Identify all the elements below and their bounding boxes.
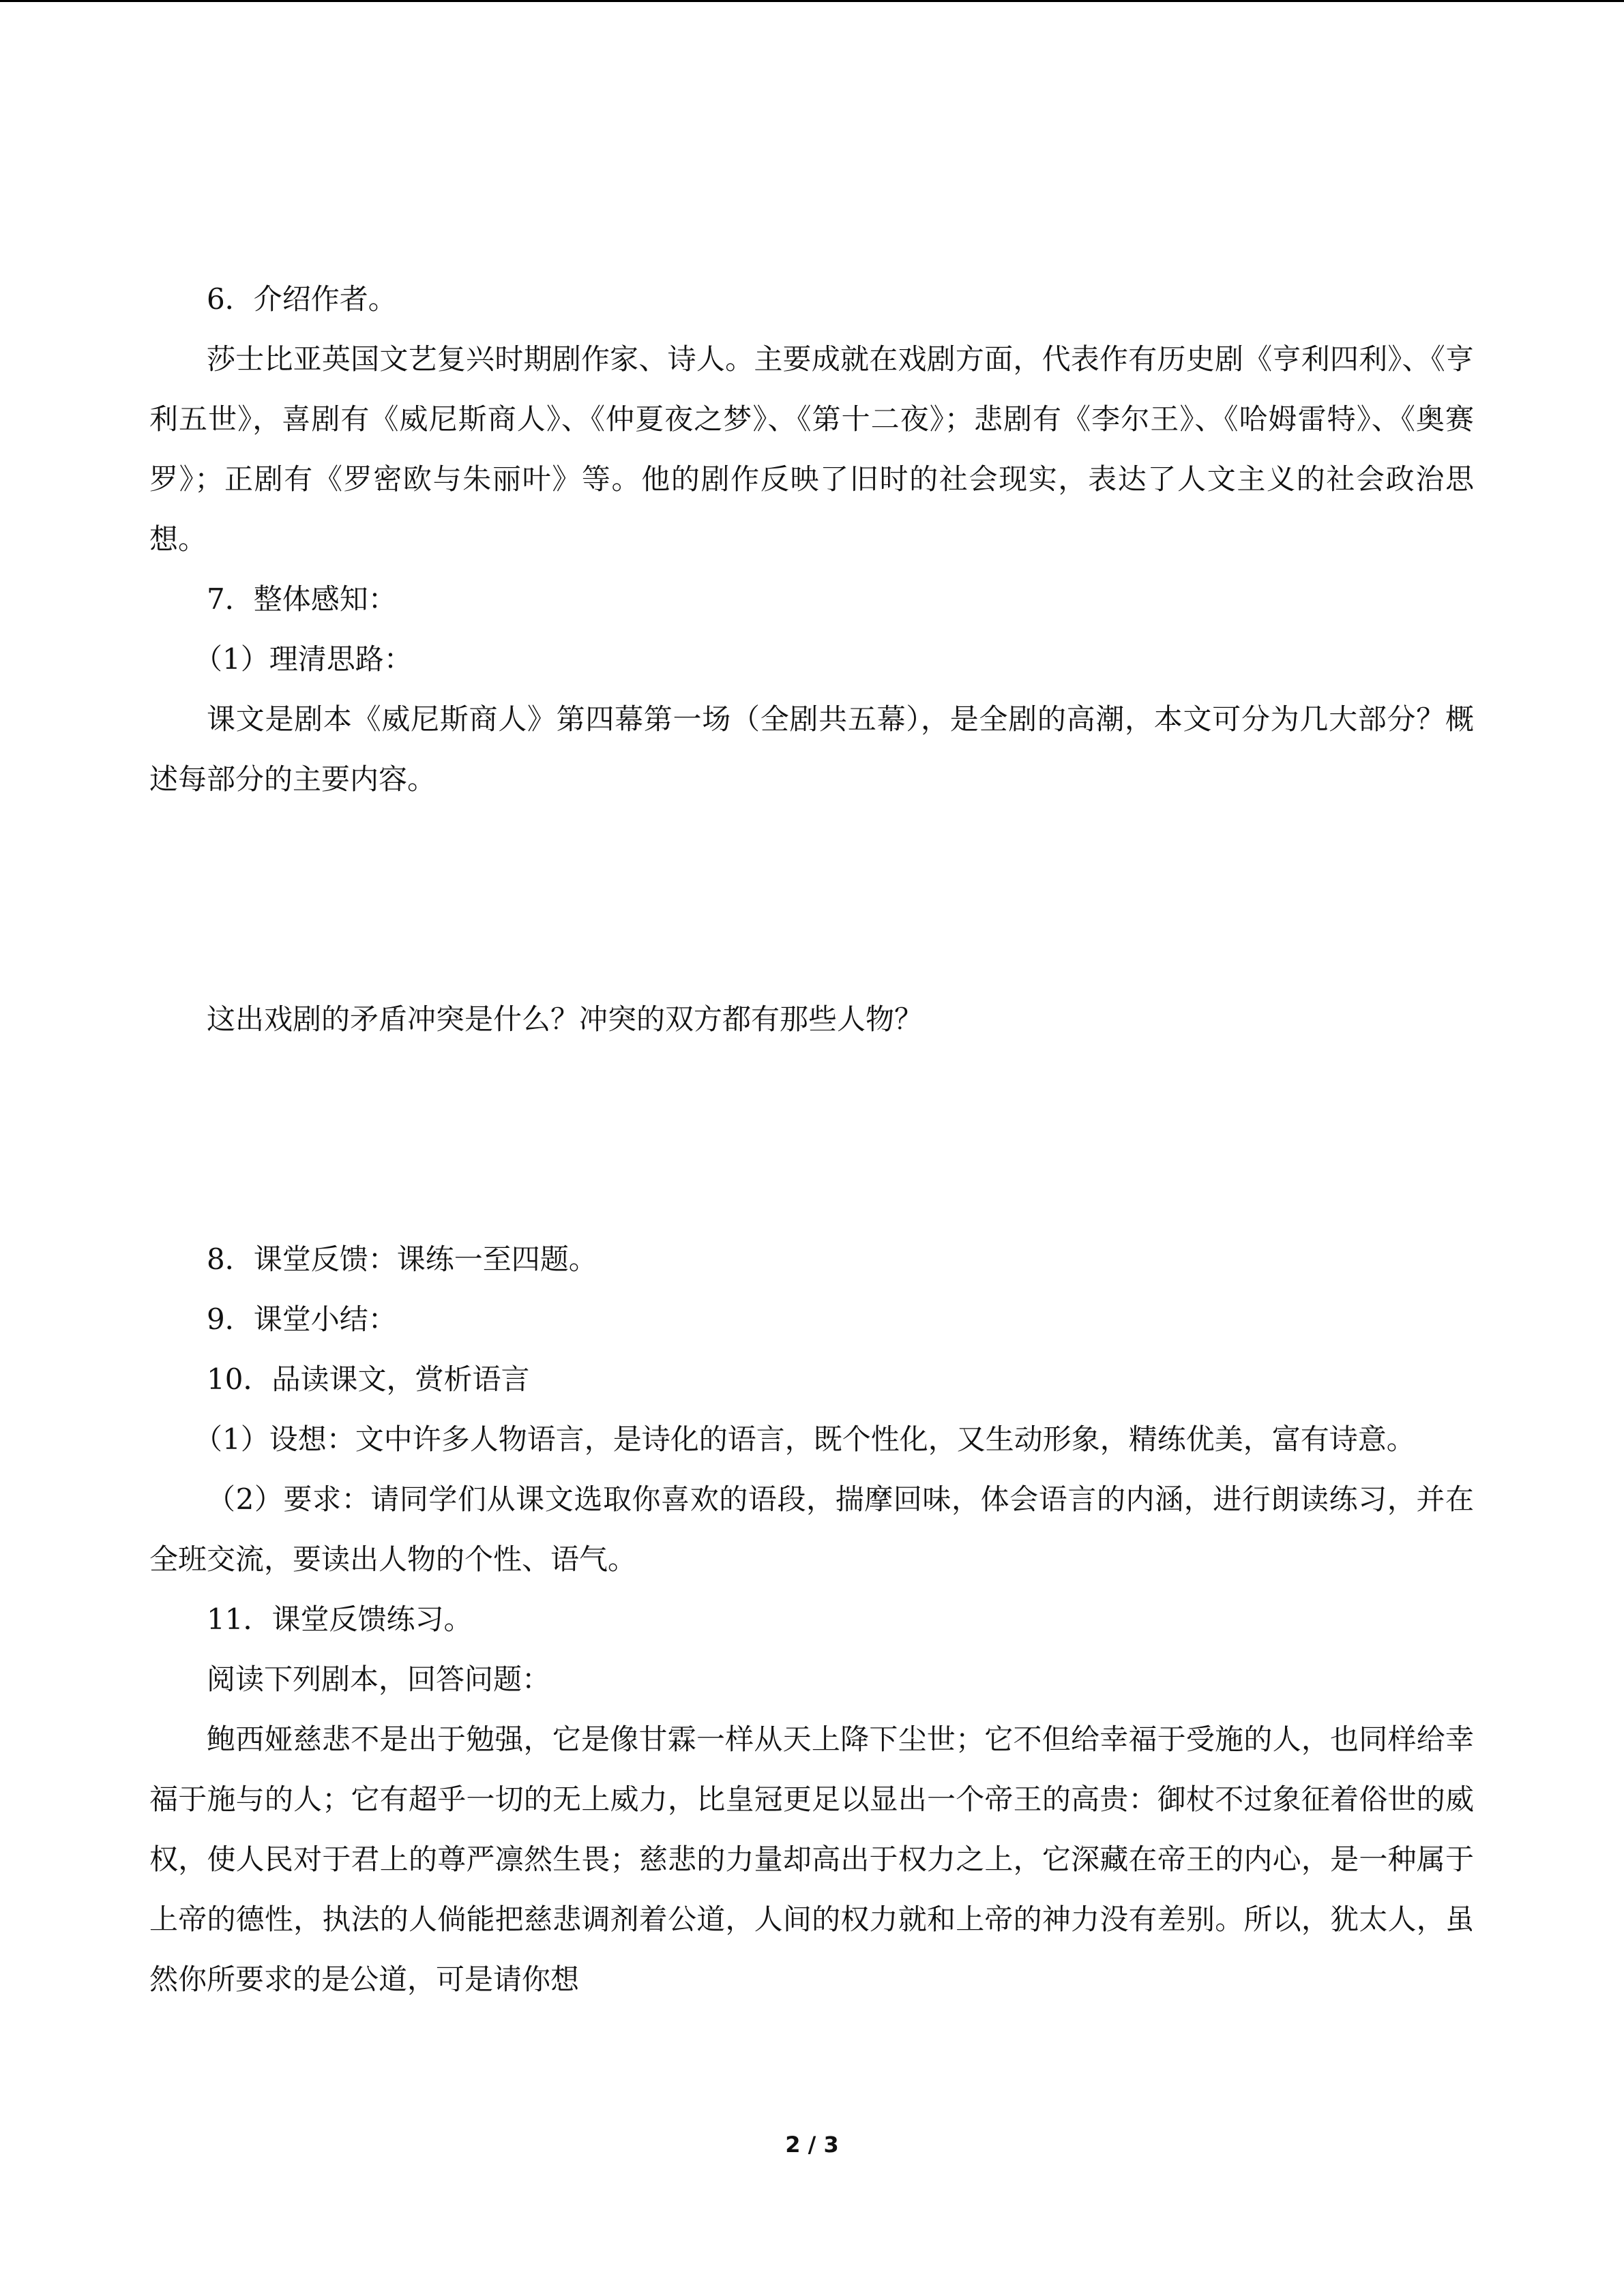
portia-speech-paragraph: 鲍西娅慈悲不是出于勉强，它是像甘霖一样从天上降下尘世；它不但给幸福于受施的人，也同样给幸福于施与的人；它有超乎一切的无上威力，比皇冠更足以显出一个帝王的高贵：御杖不过象征着俗世的威权，使人民对于君上的尊严凛然生畏；慈悲的力量却高出于权力之上，它深藏在帝王的内心，是一种属于上帝的德性，执法的人倘能把慈悲调剂着公道，人间的权力就和上帝的神力没有差别。所以，犹太人，虽然你所要求的是公道，可是请你想 — [149, 1723, 1474, 1996]
assumption-paragraph: （1）设想：文中许多人物语言，是诗化的语言，既个性化，又生动形象，精练优美，富有诗意。 — [194, 1422, 1415, 1456]
subsection-1-heading: （1）理清思路： — [194, 642, 413, 676]
section-11-heading: 11．课堂反馈练习。 — [207, 1602, 473, 1636]
author-intro-paragraph: 莎士比亚英国文艺复兴时期剧作家、诗人。主要成就在戏剧方面，代表作有历史剧《亨利四利》、《亨利五世》，喜剧有《威尼斯商人》、《仲夏夜之梦》、《第十二夜》；悲剧有《李尔王》、《哈姆雷特》、《奥赛罗》；正剧有《罗密欧与朱丽叶》等。他的剧作反映了旧时的社会现实，表达了人文主义的社会政治思想。 — [149, 342, 1474, 556]
section-6-heading: 6．介绍作者。 — [207, 282, 397, 316]
section-10-heading: 10．品读课文，赏析语言 — [207, 1362, 530, 1396]
answer-blank-space — [149, 1049, 1474, 1229]
reading-instruction: 阅读下列剧本，回答问题： — [207, 1663, 551, 1696]
page-number: 2 / 3 — [785, 2132, 839, 2158]
requirement-paragraph: （2）要求：请同学们从课文选取你喜欢的语段，揣摩回味，体会语言的内涵，进行朗读练习，并在全班交流，要读出人物的个性、语气。 — [149, 1482, 1474, 1576]
document-body — [149, 269, 1474, 2010]
conflict-question-paragraph: 这出戏剧的矛盾冲突是什么？冲突的双方都有那些人物？ — [207, 1002, 924, 1036]
section-8-heading: 8．课堂反馈：课练一至四题。 — [207, 1242, 597, 1276]
answer-blank-space — [149, 809, 1474, 989]
page-top-border — [0, 0, 1624, 2]
section-7-heading: 7．整体感知： — [207, 582, 397, 616]
structure-question-paragraph: 课文是剧本《威尼斯商人》第四幕第一场（全剧共五幕），是全剧的高潮，本文可分为几大部分？概述每部分的主要内容。 — [149, 702, 1474, 796]
section-9-heading: 9．课堂小结： — [207, 1302, 397, 1336]
